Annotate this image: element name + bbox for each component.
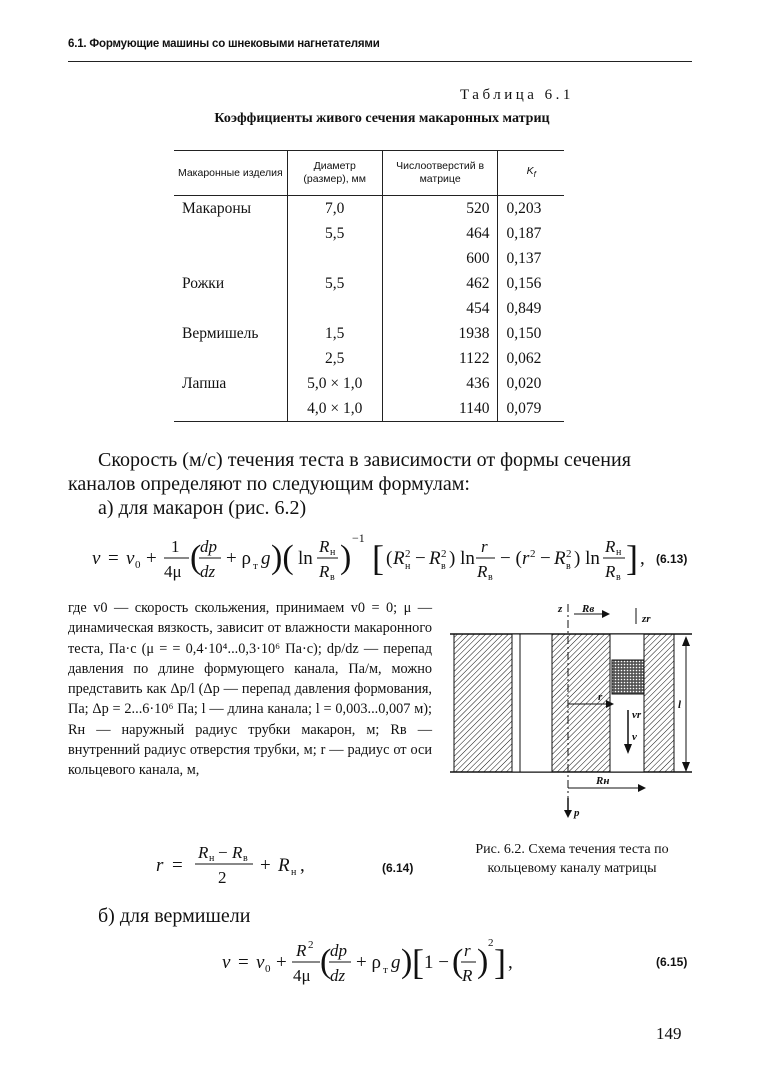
svg-text:2: 2 [530,548,536,560]
svg-text:): ) [340,539,352,576]
col-header-diameter: Диаметр (размер), мм [287,151,382,196]
svg-text:в: в [243,853,248,864]
svg-text:+: + [146,548,157,569]
svg-text:+ ρ: + ρ [226,548,251,569]
definitions-paragraph: где v0 — скорость скольжения, принимаем v0 = 0; μ — динамическая вязкость, зависит от влажности макаронного теста, Па·с (μ = = 0,4·10⁴...0,3·10⁶ Па·с); dp/dz — перепад давления по длине формующего канала, Па/м, можно представить как Δp/l (Δp — перепад давления формования, Па; Δp = 2...6·10⁶ Па; l — длина канала; l = 0,003...0,007 м); Rн — наружный радиус трубки макарон, м; Rв — внутренний радиус отверстия трубки, м; r — радиус от оси кольцевого канала, м, [68,600,432,779]
svg-text:r: r [481,537,488,556]
running-header: 6.1. Формующие машины со шнековыми нагнетателями [68,38,380,50]
cell-kf: 0,150 [498,321,564,346]
svg-text:,: , [300,855,305,876]
svg-text:v: v [126,548,135,569]
svg-text:g: g [391,952,401,973]
eq-number-6-15: (6.15) [656,955,688,969]
cell-kf: 0,062 [498,346,564,371]
figure-6-2-annular-channel [446,600,696,820]
item-b-heading: б) для вермишели [98,905,251,927]
coefficients-table [174,150,564,422]
cell-kf: 0,020 [498,371,564,396]
svg-text:2: 2 [488,937,494,949]
svg-text:− (: − ( [500,548,522,569]
cell-kf: 0,203 [498,196,564,222]
cell-holes: 1938 [382,321,498,346]
formula-6-14 [150,838,330,888]
header-divider [68,61,692,62]
fig-label-vr: vr [632,709,642,721]
svg-text:R: R [605,562,616,581]
formula-6-13 [88,522,698,590]
table-row [174,196,564,222]
svg-text:в: в [441,561,446,572]
table-row [174,396,564,422]
cell-holes: 520 [382,196,498,222]
svg-text:v: v [92,548,101,569]
cell-diameter [287,246,382,271]
svg-text:2: 2 [405,548,411,560]
svg-text:2: 2 [308,939,314,951]
svg-text:dz: dz [200,562,216,581]
fig-label-zr: zr [642,613,651,625]
svg-text:dp: dp [200,537,217,556]
cell-product: Лапша [182,374,227,392]
svg-text:R: R [393,548,405,569]
svg-text:) ln: ) ln [449,548,475,569]
svg-text:R: R [278,855,290,876]
cell-diameter: 1,5 [287,321,382,346]
svg-text:ln: ln [298,548,313,569]
table-row [174,271,564,296]
svg-text:]: ] [626,538,638,578]
cell-product [174,246,287,271]
svg-text:dz: dz [330,966,346,985]
table-header-row [174,151,564,196]
cell-diameter: 5,5 [287,271,382,296]
table-title: Коэффициенты живого сечения макаронных матриц [214,111,550,126]
svg-text:r: r [522,548,530,569]
svg-text:R: R [296,941,307,960]
table-row [174,296,564,321]
svg-text:в: в [330,572,335,583]
svg-text:4μ: 4μ [293,966,311,985]
svg-text:R: R [319,562,330,581]
svg-text:v: v [256,952,265,973]
fig-label-l: l [678,699,682,711]
table-number: Таблица 6.1 [460,87,574,103]
table-row [174,221,564,246]
svg-text:2: 2 [218,868,227,887]
table-row [174,371,564,396]
cell-holes: 464 [382,221,498,246]
intro-text-line1: Скорость (м/с) течения теста в зависимости от формы сечения [98,449,631,471]
svg-text:R: R [477,562,488,581]
svg-text:]: ] [494,942,506,982]
fig-label-v: v [632,731,637,743]
table-row [174,346,564,371]
page-number: 149 [656,1024,682,1043]
svg-text:2: 2 [441,548,447,560]
cell-diameter [287,296,382,321]
svg-text:1 −: 1 − [424,952,449,973]
cell-product: Макароны [182,199,252,217]
cell-product [174,296,287,321]
cell-diameter: 5,0 × 1,0 [287,371,382,396]
figure-caption: Рис. 6.2. Схема течения теста по кольцевому каналу матрицы [475,842,669,876]
svg-text:−1: −1 [352,531,365,545]
svg-text:r: r [464,941,471,960]
svg-text:=: = [108,548,119,569]
svg-text:R: R [429,548,441,569]
svg-text:=: = [172,855,183,876]
table-row [174,246,564,271]
svg-text:) ln: ) ln [574,548,600,569]
svg-text:g: g [261,548,271,569]
svg-text:−: − [415,548,426,569]
svg-text:)(: )( [271,539,294,576]
cell-product [174,346,287,371]
svg-text:(: ( [190,539,202,576]
svg-text:+: + [260,855,271,876]
svg-text:1: 1 [171,537,180,556]
svg-text:0: 0 [265,963,271,975]
cell-product [174,396,287,422]
svg-text:+ ρ: + ρ [356,952,381,973]
svg-text:,: , [640,548,645,569]
formula-6-15 [218,930,518,992]
svg-text:R: R [605,537,616,556]
svg-text:v: v [222,952,231,973]
svg-text:+: + [276,952,287,973]
svg-text:[: [ [412,942,424,982]
cell-holes: 454 [382,296,498,321]
cell-holes: 1140 [382,396,498,422]
svg-text:(: ( [452,943,464,980]
cell-holes: 1122 [382,346,498,371]
svg-text:4μ: 4μ [164,562,182,581]
svg-text:R: R [319,537,330,556]
cell-kf: 0,187 [498,221,564,246]
fig-label-z: z [558,603,563,615]
svg-text:в: в [616,572,621,583]
fig-label-p: p [574,807,580,819]
cell-holes: 600 [382,246,498,271]
svg-text:[: [ [372,538,384,578]
svg-text:в: в [566,561,571,572]
svg-text:R: R [462,966,473,985]
cell-product: Рожки [182,274,225,292]
cell-kf: 0,849 [498,296,564,321]
fig-label-rv: Rв [582,603,595,615]
svg-text:R: R [554,548,566,569]
svg-text:т: т [253,560,258,572]
eq-number-6-14: (6.14) [382,861,414,875]
svg-text:н: н [405,561,411,572]
eq-number-6-13: (6.13) [656,552,688,566]
svg-text:н: н [330,547,336,558]
cell-product: Вермишель [182,324,259,342]
fig-label-r: r [598,691,603,703]
svg-text:2: 2 [566,548,572,560]
svg-text:(: ( [386,548,393,569]
fig-label-rn: Rн [596,775,610,787]
svg-text:R: R [198,843,209,862]
svg-text:(: ( [320,943,332,980]
cell-kf: 0,079 [498,396,564,422]
col-header-kf: $K_f$ [498,151,564,196]
svg-text:): ) [401,943,413,980]
intro-text-line2: каналов определяют по следующим формулам: [68,473,470,495]
svg-text:н: н [291,867,297,878]
svg-text:н: н [616,547,622,558]
cell-diameter: 5,5 [287,221,382,246]
cell-product [174,221,287,246]
cell-diameter: 2,5 [287,346,382,371]
svg-text:=: = [238,952,249,973]
svg-text:R: R [232,843,243,862]
svg-text:0: 0 [135,559,141,571]
col-header-product: Макаронные изделия [174,151,287,196]
cell-holes: 436 [382,371,498,396]
svg-text:dp: dp [330,941,347,960]
cell-kf: 0,156 [498,271,564,296]
svg-text:,: , [508,952,513,973]
svg-text:в: в [488,572,493,583]
svg-text:r: r [156,855,164,876]
cell-diameter: 7,0 [287,196,382,222]
cell-holes: 462 [382,271,498,296]
svg-text:т: т [383,964,388,976]
svg-text:−: − [540,548,551,569]
svg-text:н: н [209,853,215,864]
svg-text:): ) [477,943,489,980]
cell-diameter: 4,0 × 1,0 [287,396,382,422]
item-a-heading: а) для макарон (рис. 6.2) [98,497,307,519]
col-header-holes: Числоотверстий в матрице [382,151,498,196]
table-row [174,321,564,346]
cell-kf: 0,137 [498,246,564,271]
svg-text:−: − [218,843,228,862]
